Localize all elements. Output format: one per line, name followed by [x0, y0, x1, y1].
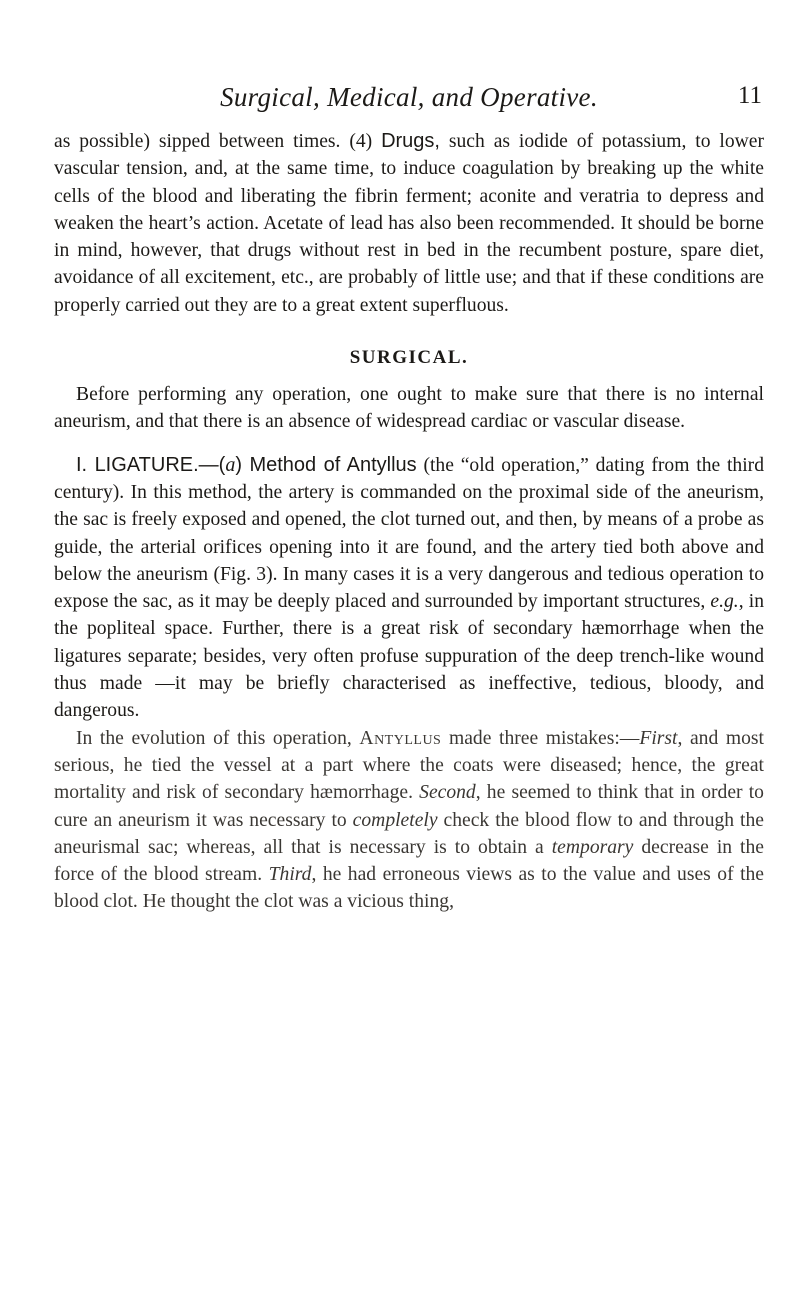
- paragraph-before-operation: Before performing any operation, one ought to make sure that there is no internal aneurism, and that there is an absence of widespread cardiac or vascular disease.: [54, 384, 764, 433]
- mistake-second: Second: [419, 782, 476, 804]
- text-run: as possible) sipped between times. (4): [54, 131, 382, 152]
- emphasis-temporary: temporary: [551, 836, 634, 858]
- paragraph-ligature: [54, 452, 764, 725]
- text-run: , he seemed to think that in order to cure an aneurism it was necessary to: [54, 782, 764, 831]
- text-run: made three mistakes:—: [441, 727, 640, 749]
- text-run: decrease in the force of the blood stream.: [54, 836, 764, 886]
- subsection-letter: a: [225, 453, 236, 476]
- text-run: In the evolution of this operation,: [76, 727, 360, 749]
- eg-abbrev: e.g.: [710, 591, 739, 613]
- text-run: , he had erroneous views as to the value and uses of the blood clot. He thought the clot was a vicious thing,: [54, 864, 765, 913]
- running-head: [54, 82, 764, 116]
- paragraph-mistakes: [54, 725, 764, 916]
- drugs-term: Drugs,: [381, 130, 440, 152]
- text-run: (the “old operation,” dating from the third century). In this method, the artery is commanded on the proximal side of the aneurism, the sac is freely exposed and opened, the clot turned out, and then, by means of a probe as guide, the arterial orifices opening into it are found, and the artery tied both above and below the aneurism (Fig. 3). In many cases it is a very dangerous and tedious operation to expose the sac, as it may be deeply placed and surrounded by important structures,: [54, 454, 764, 613]
- mistake-third: Third: [268, 864, 312, 886]
- text-run: , and most serious, he tied the vessel at a part where the coats were diseased; hence, the great mortality and risk of secondary hæmorrhage.: [54, 727, 764, 804]
- method-heading: ) Method of Antyllus: [235, 453, 417, 476]
- mistake-first: First: [639, 727, 678, 749]
- text-run: such as iodide of potassium, to lower vascular tension, and, at the same time, to induce coagulation by breaking up the white cells of the blood and liberating the fibrin ferment; aconite and veratria to depress and weaken the heart’s action. Acetate of lead has also been recommended. It should be borne in mind, however, that drugs without rest in bed in the recumbent posture, spare diet, avoidance of all excitement, etc., are probably of little use; and that if these conditions are properly carried out they are to a great extent superfluous.: [54, 131, 764, 316]
- text-run: , in the popliteal space. Further, there is a great risk of secondary hæmorrhage when the ligatures separate; besides, very often profuse suppuration of the deep trench-like wound thus made —it may be briefly characterised as ineffective, tedious, bloody, and dangerous.: [54, 591, 764, 722]
- text-run: check the blood flow to and through the aneurismal sac; whereas, all that is necessary is to obtain a: [54, 809, 764, 858]
- section-heading-surgical: SURGICAL.: [349, 347, 469, 369]
- page-number: 11: [737, 82, 762, 109]
- ligature-heading: I. LIGATURE.—(: [76, 453, 226, 476]
- paragraph-drugs: [54, 128, 764, 319]
- author-name: Antyllus: [359, 727, 442, 749]
- running-title: Surgical, Medical, and Operative.: [220, 82, 598, 112]
- emphasis-completely: completely: [352, 809, 438, 831]
- paragraph-gap: [54, 436, 764, 452]
